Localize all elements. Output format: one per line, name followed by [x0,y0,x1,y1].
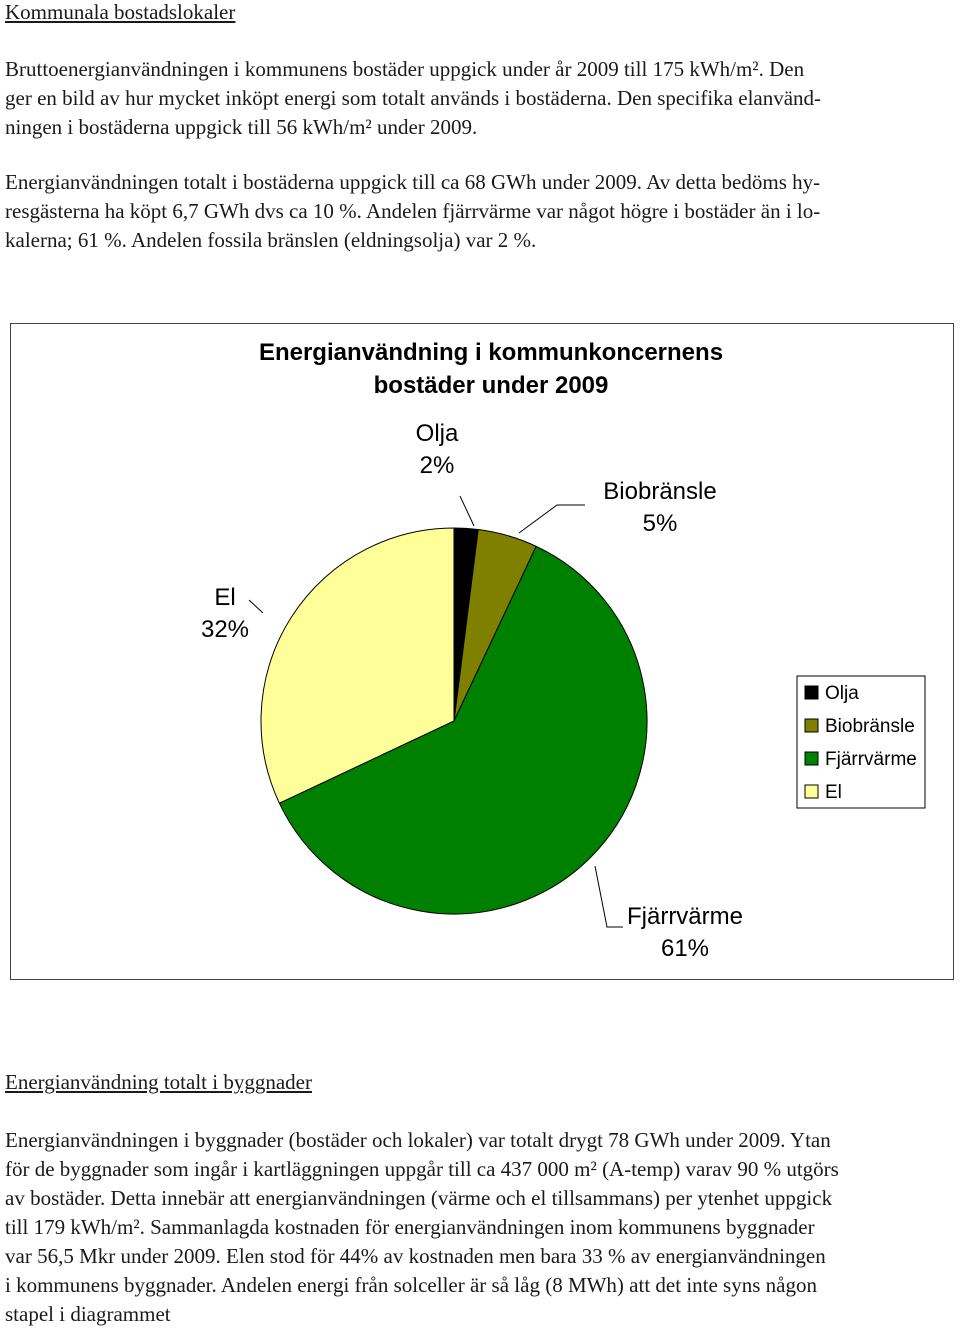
leader-line-fjarrvarme [595,866,623,927]
text-line: var 56,5 Mkr under 2009. Elen stod för 44% av kostnaden men bara 33 % av energianvändningen [5,1244,826,1268]
legend-swatch-fjarrvarme [805,752,818,765]
text-line: Energianvändningen i byggnader (bostäder och lokaler) var totalt drygt 78 GWh under 2009. Ytan [5,1128,831,1152]
text-line: till 179 kWh/m². Sammanlagda kostnaden för energianvändningen inom kommunens byggnader [5,1215,815,1239]
leader-line-el [249,600,263,613]
slice-label-fjarrvarme-value: 61% [660,935,710,962]
legend-label-fjarrvarme: Fjärrvärme [825,749,917,770]
text-line: Energianvändningen totalt i bostäderna uppgick till ca 68 GWh under 2009. Av detta bedöms hy- [5,170,821,194]
text-line: ningen i bostäderna uppgick till 56 kWh/m² under 2009. [5,115,478,139]
paragraph-bruttoenergi [5,55,957,142]
section-heading-byggnader: Energianvändning totalt i byggnader [5,1070,312,1094]
pie-chart [11,324,955,981]
text-line: stapel i diagrammet [5,1302,171,1326]
legend-label-biobransle: Biobränsle [825,716,915,737]
section-heading-bostadslokaler: Kommunala bostadslokaler [5,0,236,24]
text-line: Bruttoenergianvändningen i kommunens bostäder uppgick under år 2009 till 175 kWh/m². Den [5,57,805,81]
chart-title-line-1: Energianvändning i kommunkoncernens [258,339,724,366]
text-line: resgästerna ha köpt 6,7 GWh dvs ca 10 %. Andelen fjärrvärme var något högre i bostäder än i lo- [5,199,821,223]
text-line: kalerna; 61 %. Andelen fossila bränslen (eldningsolja) var 2 %. [5,228,537,252]
pie-chart-frame [10,323,954,980]
slice-label-olja-name: Olja [415,420,459,447]
leader-line-biobransle [519,505,585,533]
paragraph-energianvandning-bostader [5,168,957,255]
slice-label-biobransle-value: 5% [642,510,678,537]
chart-title-line-2: bostäder under 2009 [373,372,609,399]
slice-label-fjarrvarme-name: Fjärrvärme [626,903,744,930]
slice-label-biobransle-name: Biobränsle [603,478,717,505]
slice-label-el-name: El [214,584,236,611]
legend-label-olja: Olja [825,683,859,704]
legend-label-el: El [825,782,842,803]
text-line: ger en bild av hur mycket inköpt energi som totalt används i bostäderna. Den specifika elanvänd- [5,86,822,110]
slice-label-el-value: 32% [200,616,250,643]
legend-swatch-el [805,785,818,798]
slice-label-olja-value: 2% [419,452,455,479]
text-line: av bostäder. Detta innebär att energianvändningen (värme och el tillsammans) per ytenhet uppgick [5,1186,833,1210]
text-line: i kommunens byggnader. Andelen energi från solceller är så låg (8 MWh) att det inte syns någon [5,1273,817,1297]
legend-swatch-biobransle [805,719,818,732]
legend-swatch-olja [805,686,818,699]
leader-line-olja [460,496,474,526]
text-line: för de byggnader som ingår i kartläggningen uppgår till ca 437 000 m² (A-temp) varav 90 % utgörs [5,1157,839,1181]
chart-legend [797,676,925,808]
paragraph-energianvandning-byggnader [5,1126,957,1329]
